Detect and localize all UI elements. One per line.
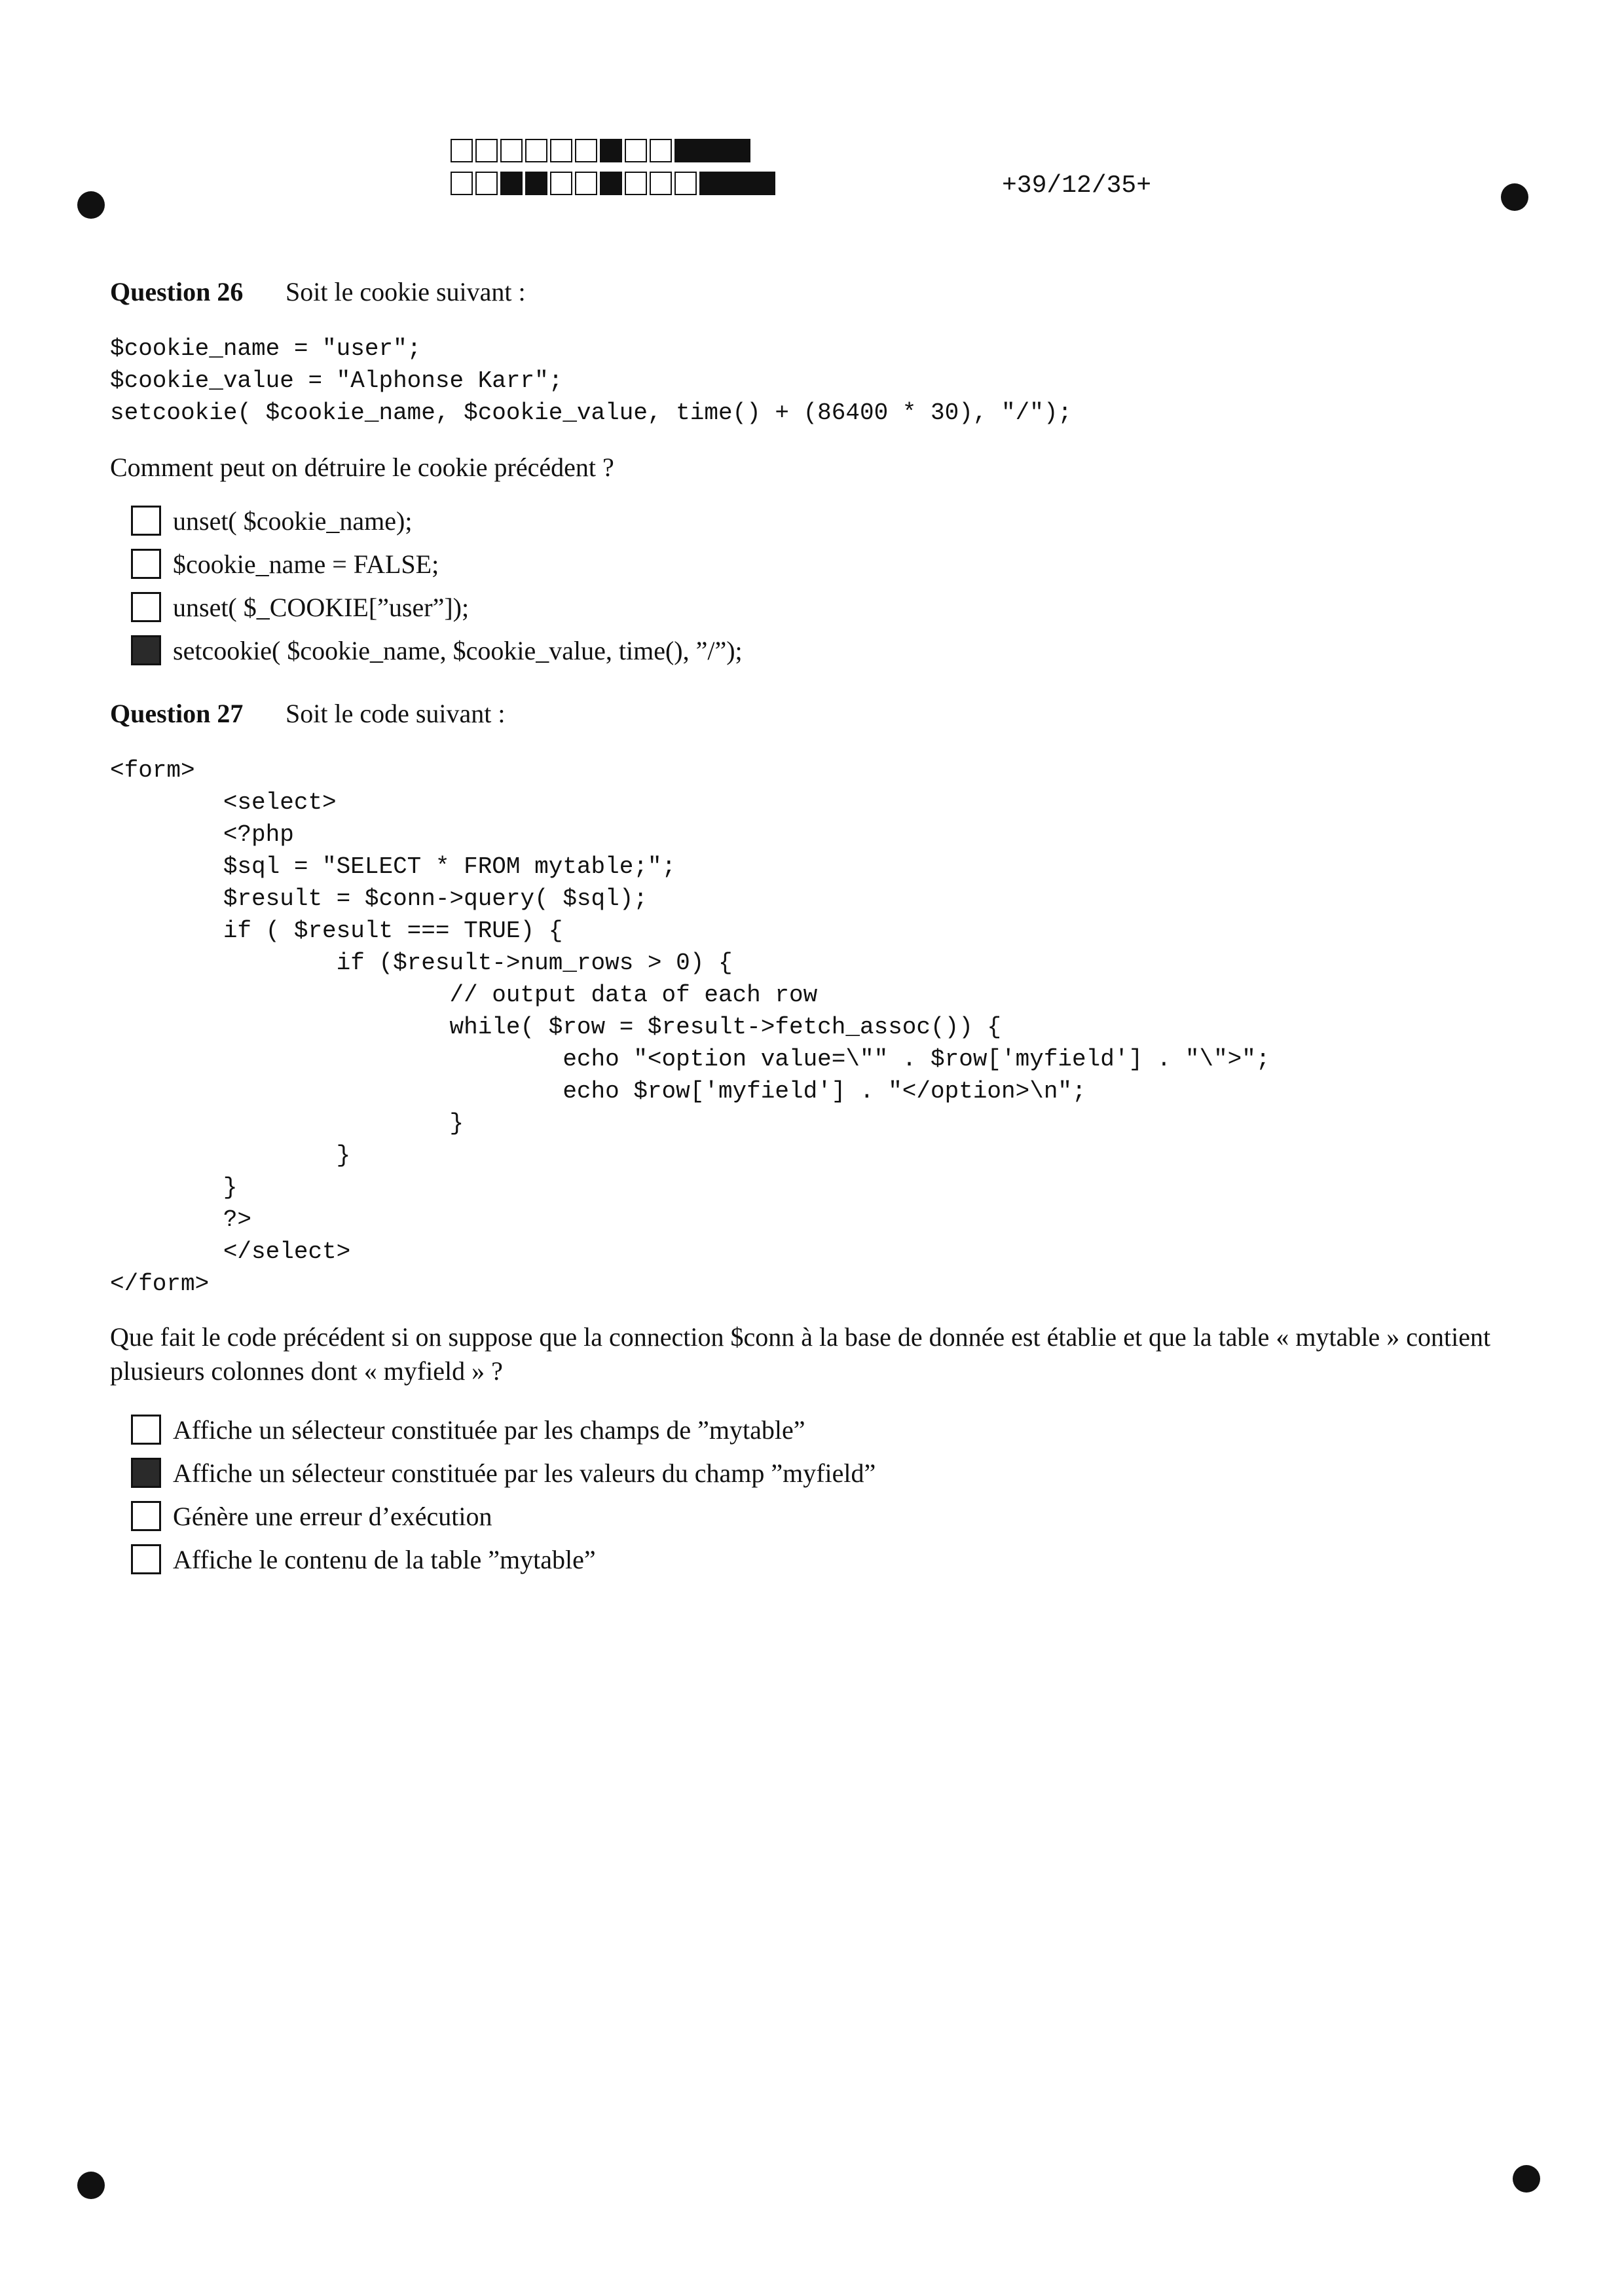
code-line: if ($result->num_rows > 0) {	[110, 950, 733, 976]
question-26-intro: Soit le cookie suivant :	[286, 277, 526, 306]
checkbox[interactable]	[131, 1501, 161, 1531]
answer-text: $cookie_name = FALSE;	[173, 549, 439, 579]
answer-option[interactable]	[131, 542, 743, 585]
question-27-code	[110, 754, 1270, 1300]
question-26-label: Question 26	[110, 277, 244, 306]
corner-mark-bottom-left	[77, 2172, 105, 2199]
corner-mark-bottom-right	[1513, 2165, 1540, 2193]
checkbox-checked[interactable]	[131, 635, 161, 665]
code-line: echo "<option value=\"" . $row['myfield'] . "\">";	[110, 1046, 1270, 1073]
question-26-answers	[131, 499, 743, 672]
answer-option[interactable]	[131, 629, 743, 672]
answer-text: unset( $cookie_name);	[173, 506, 413, 536]
code-line: }	[110, 1174, 238, 1201]
answer-text: unset( $_COOKIE[”user”]);	[173, 592, 470, 622]
code-line: <?php	[110, 821, 294, 848]
checkbox[interactable]	[131, 549, 161, 579]
code-line: $result = $conn->query( $sql);	[110, 885, 648, 912]
id-code-row-1	[451, 139, 753, 165]
code-line: // output data of each row	[110, 982, 818, 1009]
answer-text: Affiche un sélecteur constituée par les champs de ”mytable”	[173, 1415, 805, 1445]
corner-mark-top-right	[1501, 183, 1528, 211]
question-26-code	[110, 333, 1072, 429]
checkbox[interactable]	[131, 1415, 161, 1445]
question-26-header	[110, 276, 526, 307]
question-27-label: Question 27	[110, 699, 244, 728]
code-line: $cookie_name = "user";	[110, 335, 422, 362]
answer-option[interactable]	[131, 1494, 876, 1538]
checkbox[interactable]	[131, 506, 161, 536]
code-line: echo $row['myfield'] . "</option>\n";	[110, 1078, 1086, 1105]
answer-option[interactable]	[131, 1451, 876, 1494]
question-27-intro: Soit le code suivant :	[286, 699, 506, 728]
code-line: setcookie( $cookie_name, $cookie_value, time() + (86400 * 30), "/");	[110, 399, 1073, 426]
code-line: <select>	[110, 789, 337, 816]
answer-text: Affiche un sélecteur constituée par les valeurs du champ ”myfield”	[173, 1458, 876, 1488]
corner-mark-top-left	[77, 191, 105, 219]
code-line: </select>	[110, 1238, 351, 1265]
code-line: if ( $result === TRUE) {	[110, 917, 563, 944]
code-line: <form>	[110, 757, 195, 784]
code-line: $cookie_value = "Alphonse Karr";	[110, 367, 563, 394]
code-line: while( $row = $result->fetch_assoc()) {	[110, 1014, 1002, 1041]
answer-text: Génère une erreur d’exécution	[173, 1501, 492, 1531]
code-line: $sql = "SELECT * FROM mytable;";	[110, 853, 676, 880]
checkbox[interactable]	[131, 592, 161, 622]
answer-option[interactable]	[131, 1538, 876, 1581]
code-line: ?>	[110, 1206, 252, 1233]
code-line: }	[110, 1110, 464, 1137]
answer-text: setcookie( $cookie_name, $cookie_value, time(), ”/”);	[173, 635, 743, 665]
question-27-header	[110, 698, 506, 729]
answer-option[interactable]	[131, 585, 743, 629]
code-line: }	[110, 1142, 351, 1169]
question-27-prompt: Que fait le code précédent si on suppose que la connection $conn à la base de donnée est établie et que la table « mytable » contient plusieurs colonnes dont « myfield » ?	[110, 1322, 1491, 1386]
checkbox-checked[interactable]	[131, 1458, 161, 1488]
code-line: </form>	[110, 1270, 210, 1297]
answer-option[interactable]	[131, 1408, 876, 1451]
checkbox[interactable]	[131, 1544, 161, 1574]
answer-option[interactable]	[131, 499, 743, 542]
answer-text: Affiche le contenu de la table ”mytable”	[173, 1544, 596, 1574]
id-code-row-2	[451, 172, 778, 198]
question-26-prompt: Comment peut on détruire le cookie précédent ?	[110, 453, 614, 482]
sheet-id: +39/12/35+	[1002, 172, 1152, 200]
question-27-answers	[131, 1408, 876, 1581]
